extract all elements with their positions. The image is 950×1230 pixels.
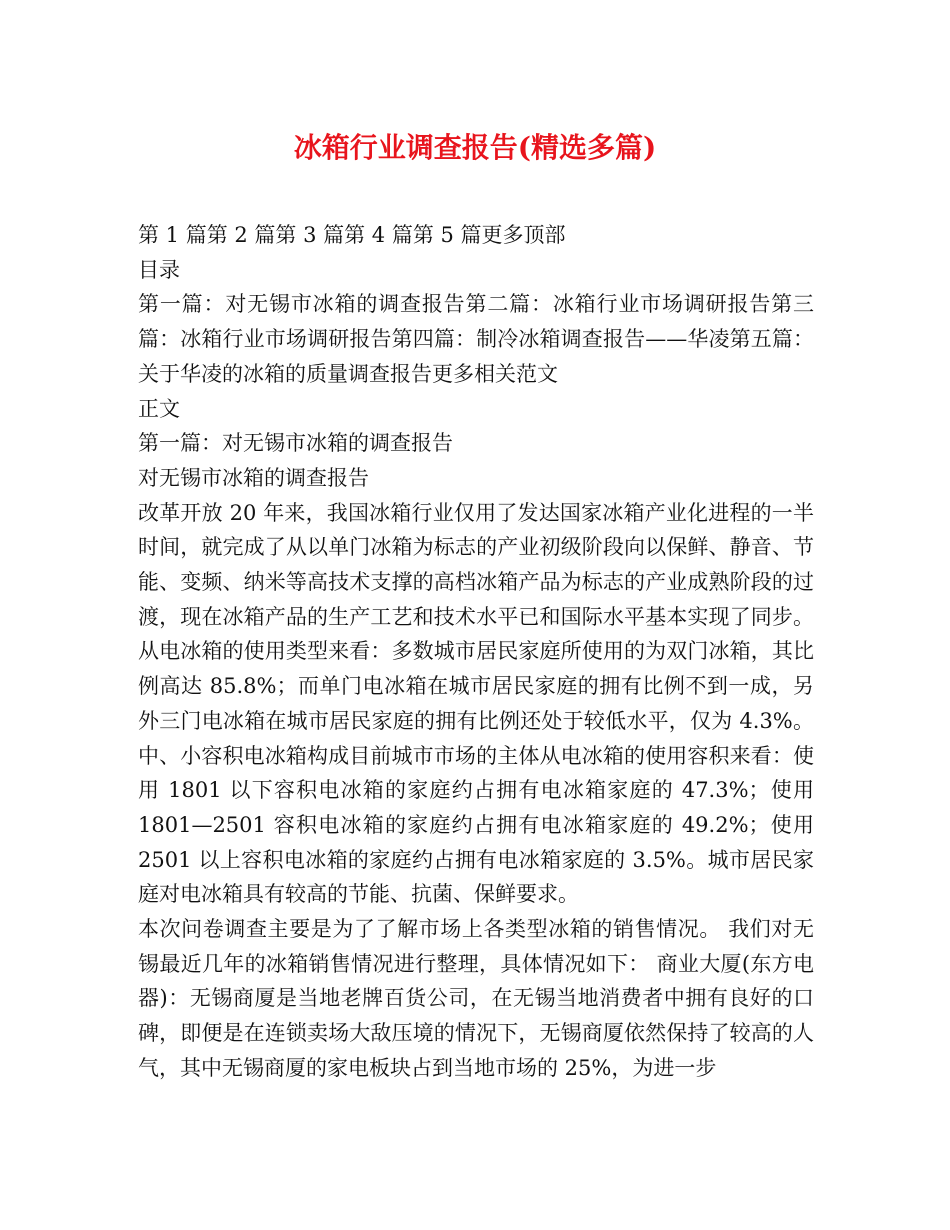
toc-text: 第一篇：对无锡市冰箱的调查报告第二篇：冰箱行业市场调研报告第三篇：冰箱行业市场调研报告第四篇：制冷冰箱调查报告——华凌第五篇：关于华凌的冰箱的质量调查报告更多相关范文	[138, 292, 814, 386]
body-heading: 正文	[138, 396, 180, 421]
section-subheading: 对无锡市冰箱的调查报告	[138, 465, 369, 490]
document-title: 冰箱行业调查报告(精选多篇)	[293, 131, 657, 164]
section-heading: 第一篇：对无锡市冰箱的调查报告	[138, 431, 453, 456]
section-nav-line: 第 1 篇第 2 篇第 3 篇第 4 篇第 5 篇更多顶部	[138, 223, 566, 247]
document-body	[138, 218, 814, 1086]
toc-heading: 目录	[138, 257, 180, 282]
paragraph-2: 本次问卷调查主要是为了了解市场上各类型冰箱的销售情况。 我们对无锡最近几年的冰箱销售情况进行整理，具体情况如下： 商业大厦(东方电器)：无锡商厦是当地老牌百货公司，在无锡当地消费者中拥有良好的口碑，即便是在连锁卖场大敌压境的情况下，无锡商厦依然保持了较高的人气，其中无锡商厦的家电板块占到当地市场的 25%，为进一步	[138, 917, 814, 1080]
paragraph-1: 改革开放 20 年来，我国冰箱行业仅用了发达国家冰箱产业化进程的一半时间，就完成了从以单门冰箱为标志的产业初级阶段向以保鲜、静音、节能、变频、纳米等高技术支撑的高档冰箱产品为标志的产业成熟阶段的过渡，现在冰箱产品的生产工艺和技术水平已和国际水平基本实现了同步。从电冰箱的使用类型来看：多数城市居民家庭所使用的为双门冰箱，其比例高达 85.8%；而单门电冰箱在城市居民家庭的拥有比例不到一成，另外三门电冰箱在城市居民家庭的拥有比例还处于较低水平，仅为 4.3%。中、小容积电冰箱构成目前城市市场的主体从电冰箱的使用容积来看：使用 1801 以下容积电冰箱的家庭约占拥有电冰箱家庭的 47.3%；使用 1801—2501 容积电冰箱的家庭约占拥有电冰箱家庭的 49.2%；使用 2501 以上容积电冰箱的家庭约占拥有电冰箱家庭的 3.5%。城市居民家庭对电冰箱具有较高的节能、抗菌、保鲜要求。	[138, 500, 814, 907]
